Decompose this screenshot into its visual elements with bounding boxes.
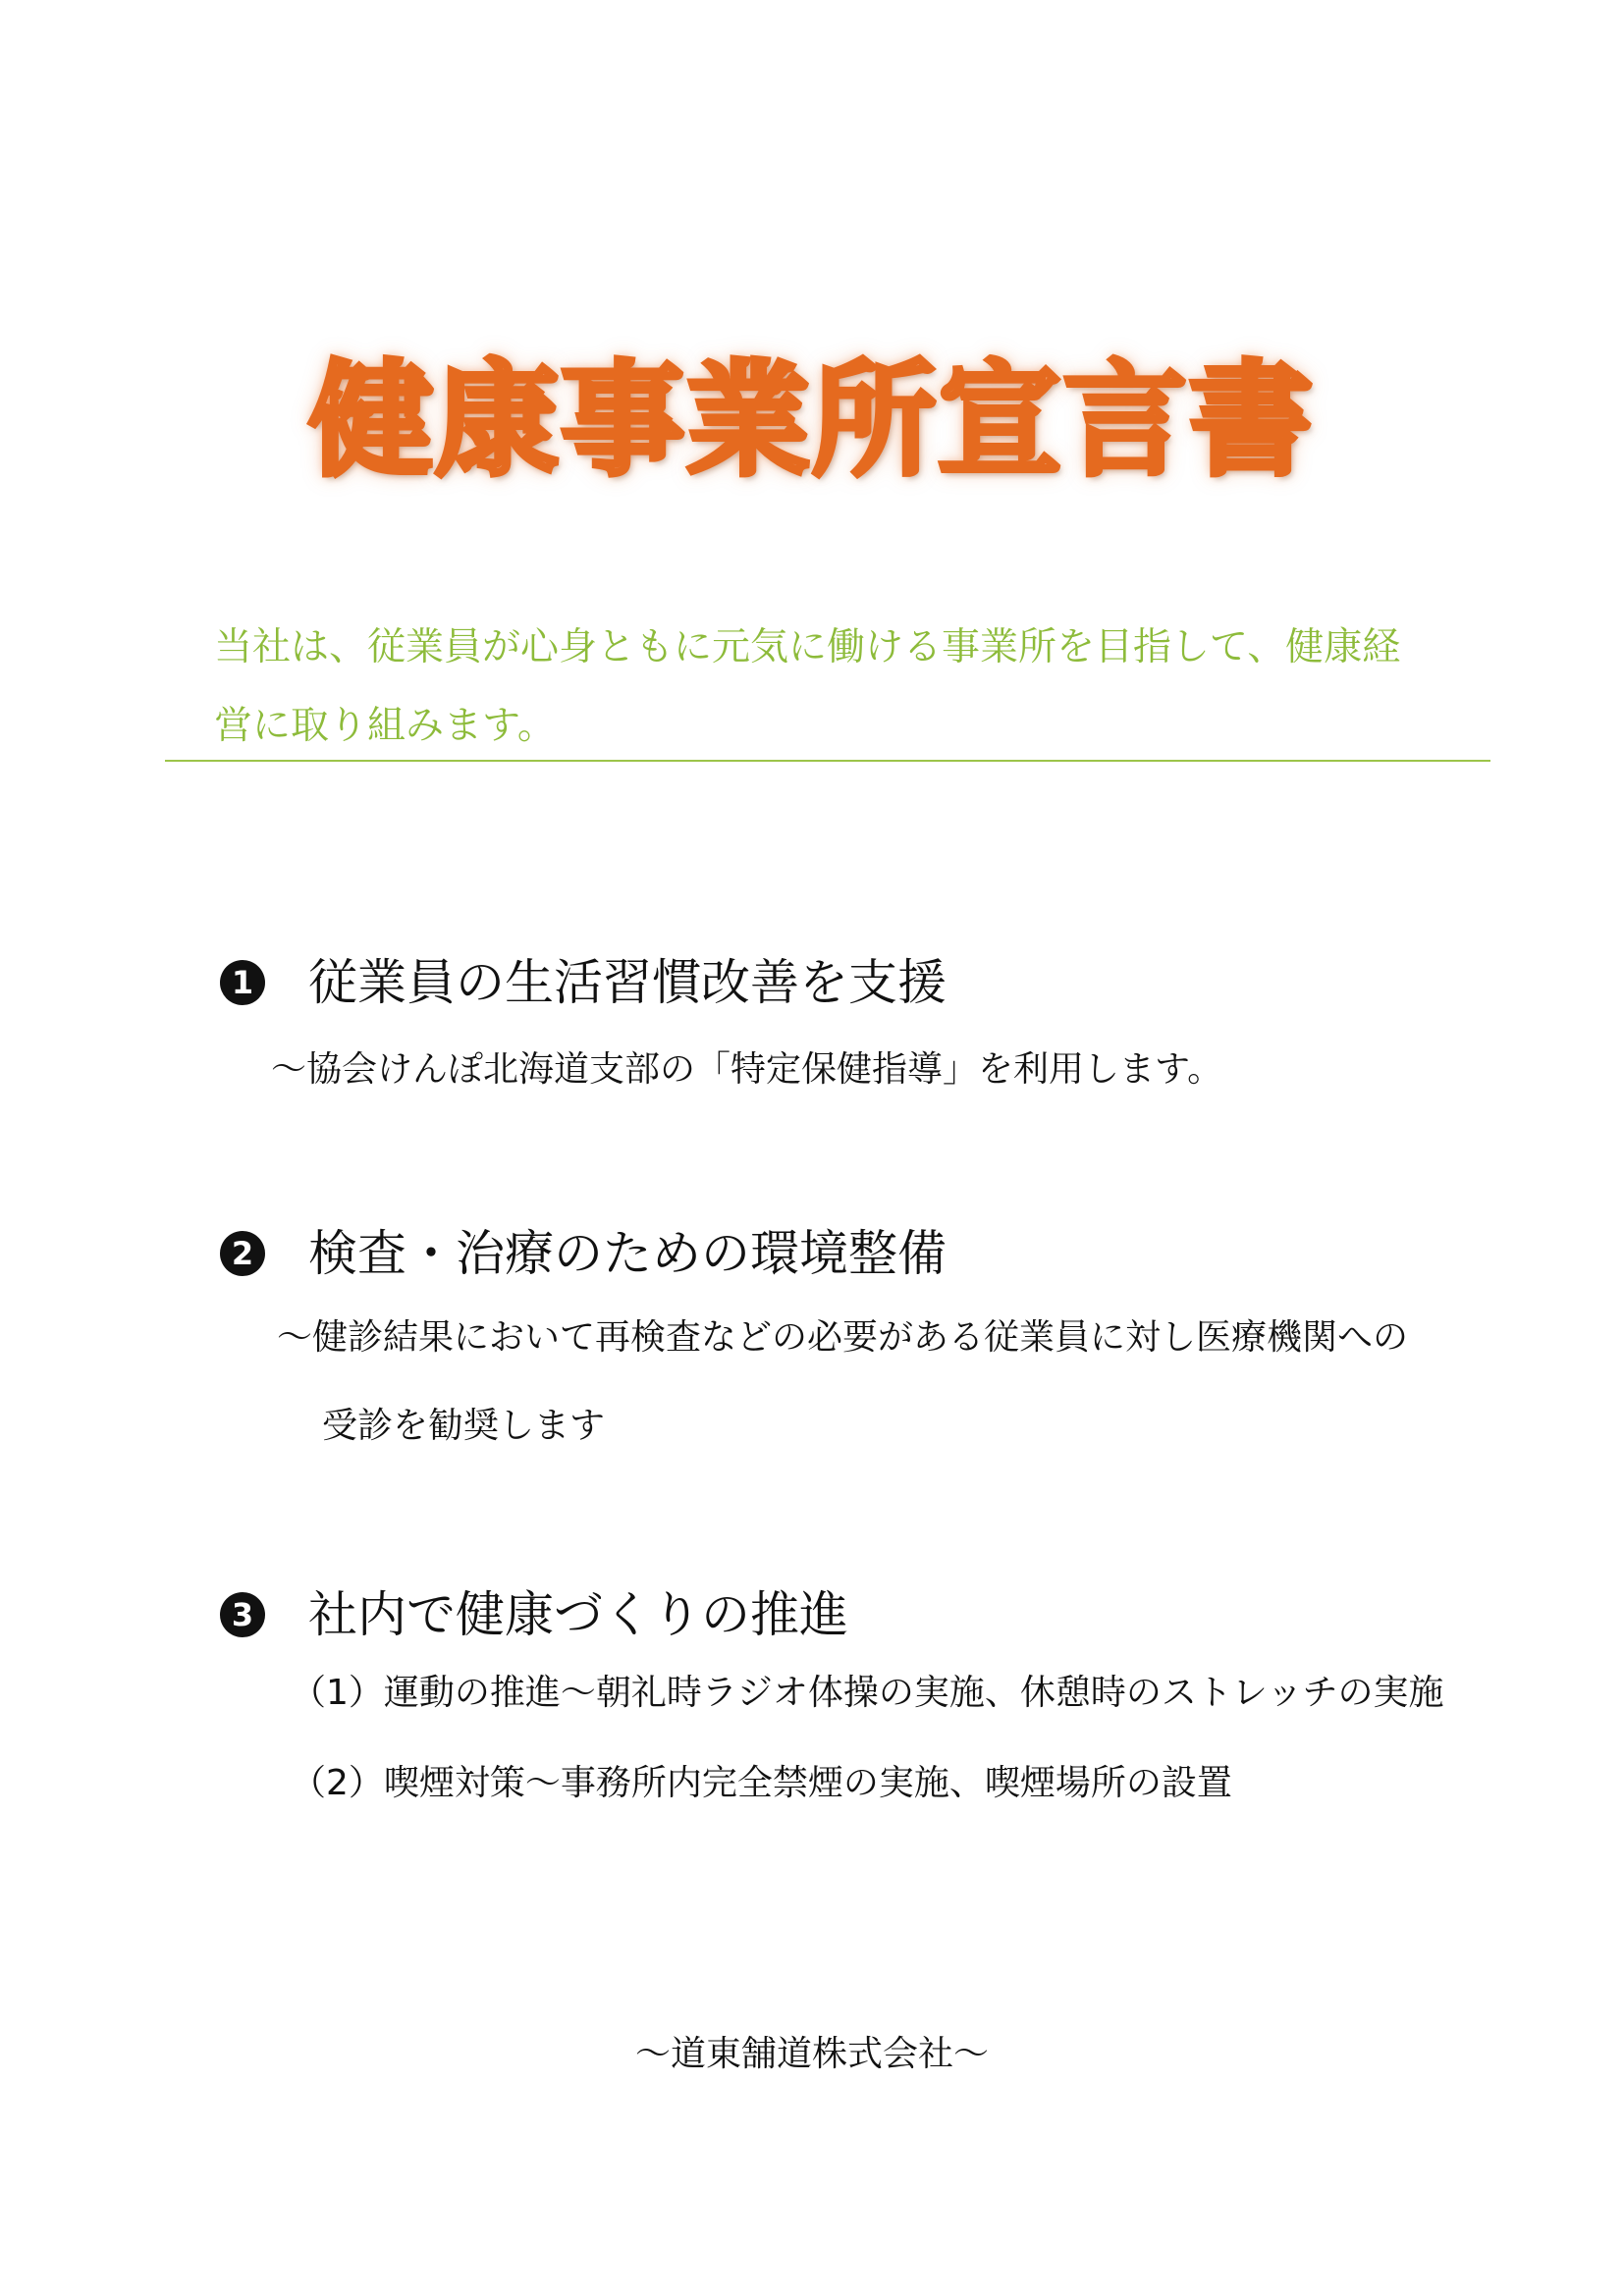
section-1-title: 従業員の生活習慣改善を支援 bbox=[308, 954, 947, 1011]
section-2-line-2: 受診を勧奨します bbox=[322, 1406, 606, 1446]
section-1-line-1: ～協会けんぽ北海道支部の「特定保健指導」を利用します。 bbox=[271, 1049, 1223, 1090]
page-title: 健康事業所宣言書 bbox=[309, 348, 1315, 494]
section-3-line-1: （1）運動の推進～朝礼時ラジオ体操の実施、休憩時のストレッチの実施 bbox=[291, 1673, 1444, 1713]
section-2-line-1: ～健診結果において再検査などの必要がある従業員に対し医療機関への bbox=[277, 1317, 1409, 1358]
circled-number-2-icon: 2 bbox=[220, 1231, 265, 1276]
section-3-title: 社内で健康づくりの推進 bbox=[308, 1586, 848, 1643]
circled-number-1-icon: 1 bbox=[220, 960, 265, 1005]
section-3-heading bbox=[220, 1580, 848, 1649]
section-2-heading bbox=[220, 1219, 947, 1288]
intro-line-2: 営に取り組みます。 bbox=[214, 704, 556, 748]
intro-divider bbox=[165, 760, 1490, 762]
section-1-heading bbox=[220, 948, 947, 1017]
intro-line-1: 当社は、従業員が心身ともに元気に働ける事業所を目指して、健康経 bbox=[214, 625, 1401, 669]
section-3-line-2: （2）喫煙対策～事務所内完全禁煙の実施、喫煙場所の設置 bbox=[291, 1763, 1232, 1803]
intro-statement bbox=[214, 609, 1461, 766]
section-2-title: 検査・治療のための環境整備 bbox=[308, 1225, 947, 1282]
company-signature: ～道東舗道株式会社～ bbox=[634, 2034, 989, 2074]
circled-number-3-icon: 3 bbox=[220, 1592, 265, 1637]
